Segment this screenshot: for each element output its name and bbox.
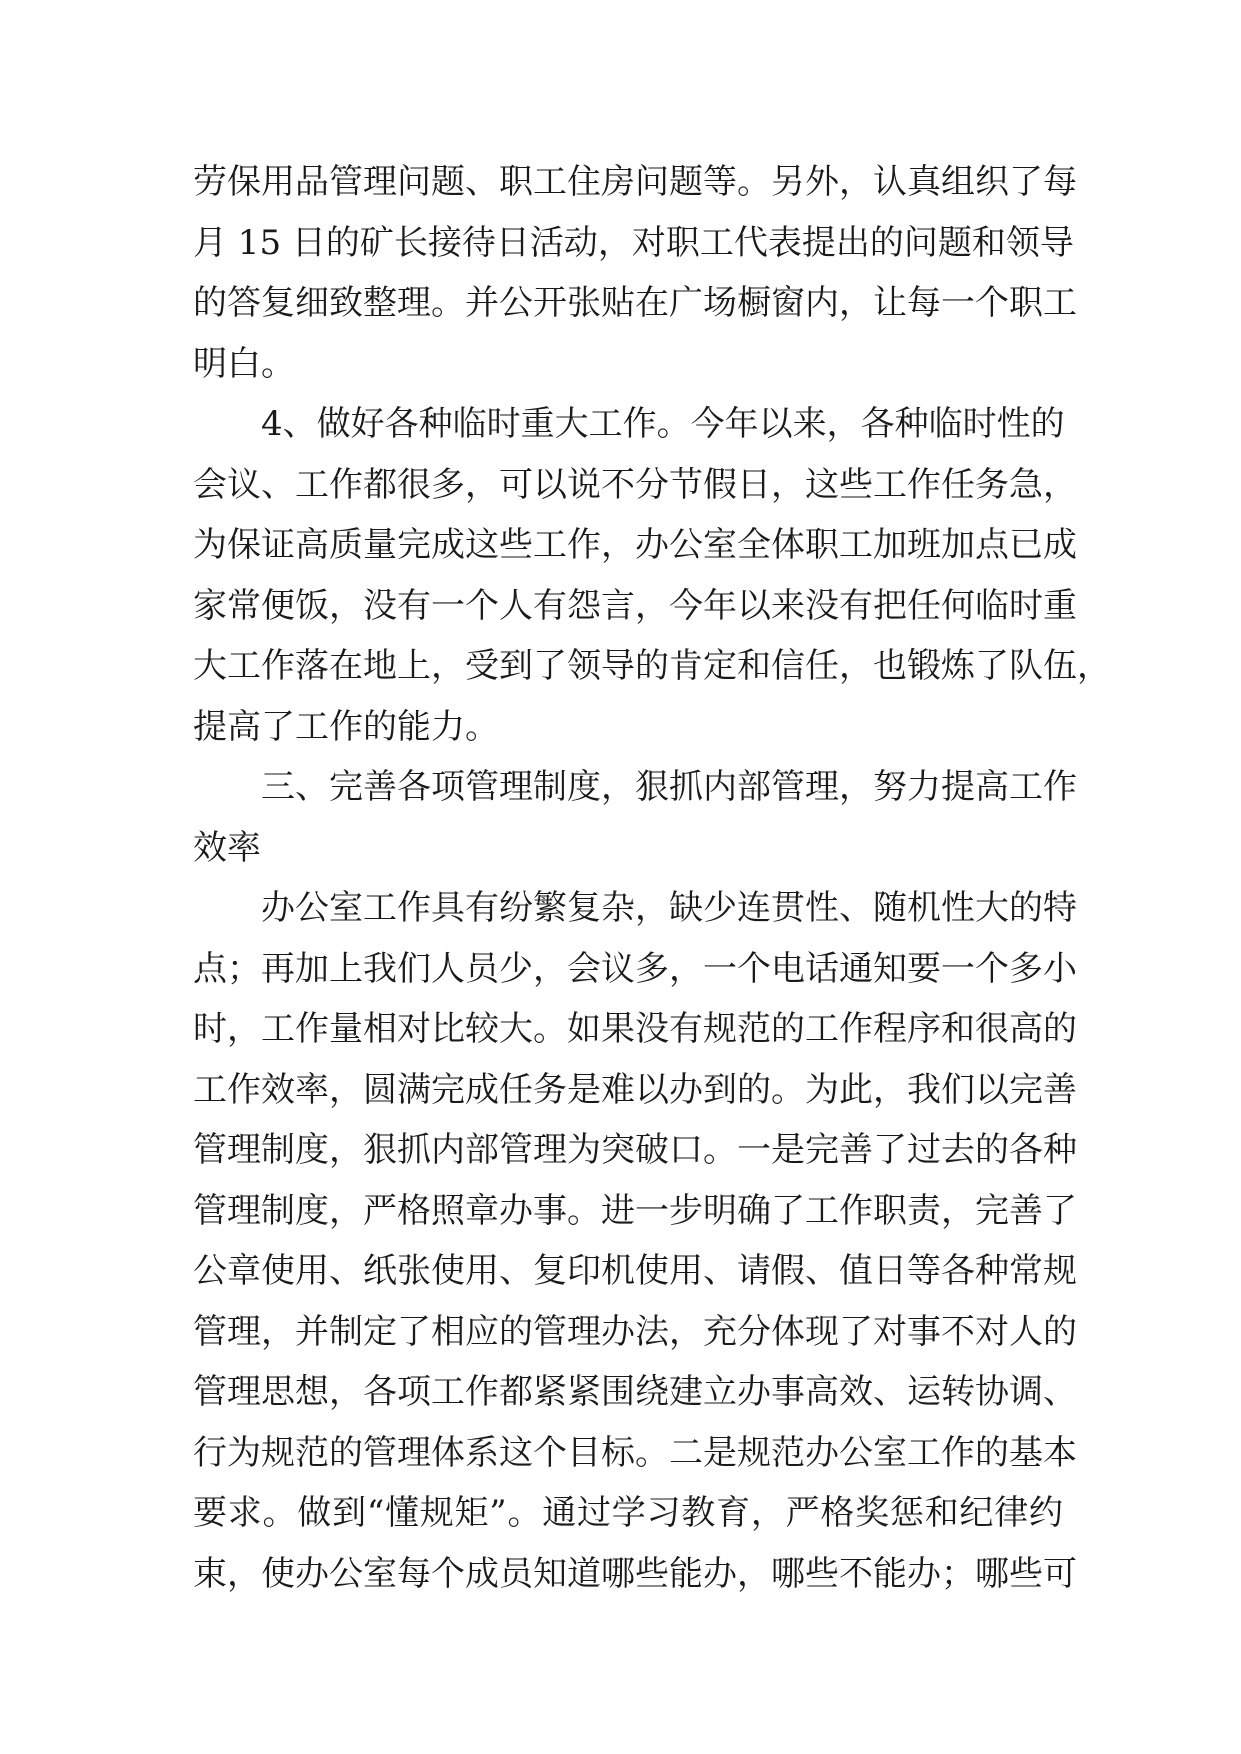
text-line: 月 15 日的矿长接待日活动，对职工代表提出的问题和领导 bbox=[193, 222, 1074, 263]
text-line: 三、完善各项管理制度，狠抓内部管理，努力提高工作 bbox=[261, 767, 1077, 807]
text-line: 办公室工作具有纷繁复杂，缺少连贯性、随机性大的特 bbox=[261, 888, 1077, 928]
text-line: 束，使办公室每个成员知道哪些能办，哪些不能办；哪些可 bbox=[193, 1553, 1077, 1594]
text-line: 劳保用品管理问题、职工住房问题等。另外，认真组织了每 bbox=[193, 162, 1077, 202]
text-line: 点；再加上我们人员少，会议多，一个电话通知要一个多小 bbox=[193, 948, 1077, 989]
text-line: 大工作落在地上，受到了领导的肯定和信任，也锻炼了队伍， bbox=[193, 646, 1111, 686]
text-line: 管理制度，严格照章办事。进一步明确了工作职责，完善了 bbox=[193, 1190, 1077, 1231]
text-line: 时，工作量相对比较大。如果没有规范的工作程序和很高的 bbox=[193, 1009, 1077, 1049]
text-line: 效率 bbox=[193, 827, 261, 868]
text-line: 会议、工作都很多，可以说不分节假日，这些工作任务急， bbox=[193, 464, 1077, 505]
text-line: 行为规范的管理体系这个目标。二是规范办公室工作的基本 bbox=[193, 1432, 1077, 1473]
text-line: 为保证高质量完成这些工作，办公室全体职工加班加点已成 bbox=[193, 525, 1077, 565]
text-line: 公章使用、纸张使用、复印机使用、请假、值日等各种常规 bbox=[193, 1251, 1077, 1291]
text-line: 4、做好各种临时重大工作。今年以来，各种临时性的 bbox=[261, 404, 1065, 444]
text-line: 工作效率，圆满完成任务是难以办到的。为此，我们以完善 bbox=[193, 1069, 1077, 1110]
document-body bbox=[193, 152, 1111, 1604]
text-line: 管理，并制定了相应的管理办法，充分体现了对事不对人的 bbox=[193, 1311, 1077, 1352]
text-line: 家常便饭，没有一个人有怨言，今年以来没有把任何临时重 bbox=[193, 585, 1077, 626]
text-line: 要求。做到“懂规矩”。通过学习教育，严格奖惩和纪律约 bbox=[193, 1493, 1063, 1533]
text-line: 管理制度，狠抓内部管理为突破口。一是完善了过去的各种 bbox=[193, 1130, 1077, 1170]
text-line: 管理思想，各项工作都紧紧围绕建立办事高效、运转协调、 bbox=[193, 1372, 1077, 1412]
text-line: 的答复细致整理。并公开张贴在广场橱窗内，让每一个职工 bbox=[193, 283, 1077, 323]
text-line: 提高了工作的能力。 bbox=[193, 706, 499, 747]
text-line: 明白。 bbox=[193, 343, 295, 384]
